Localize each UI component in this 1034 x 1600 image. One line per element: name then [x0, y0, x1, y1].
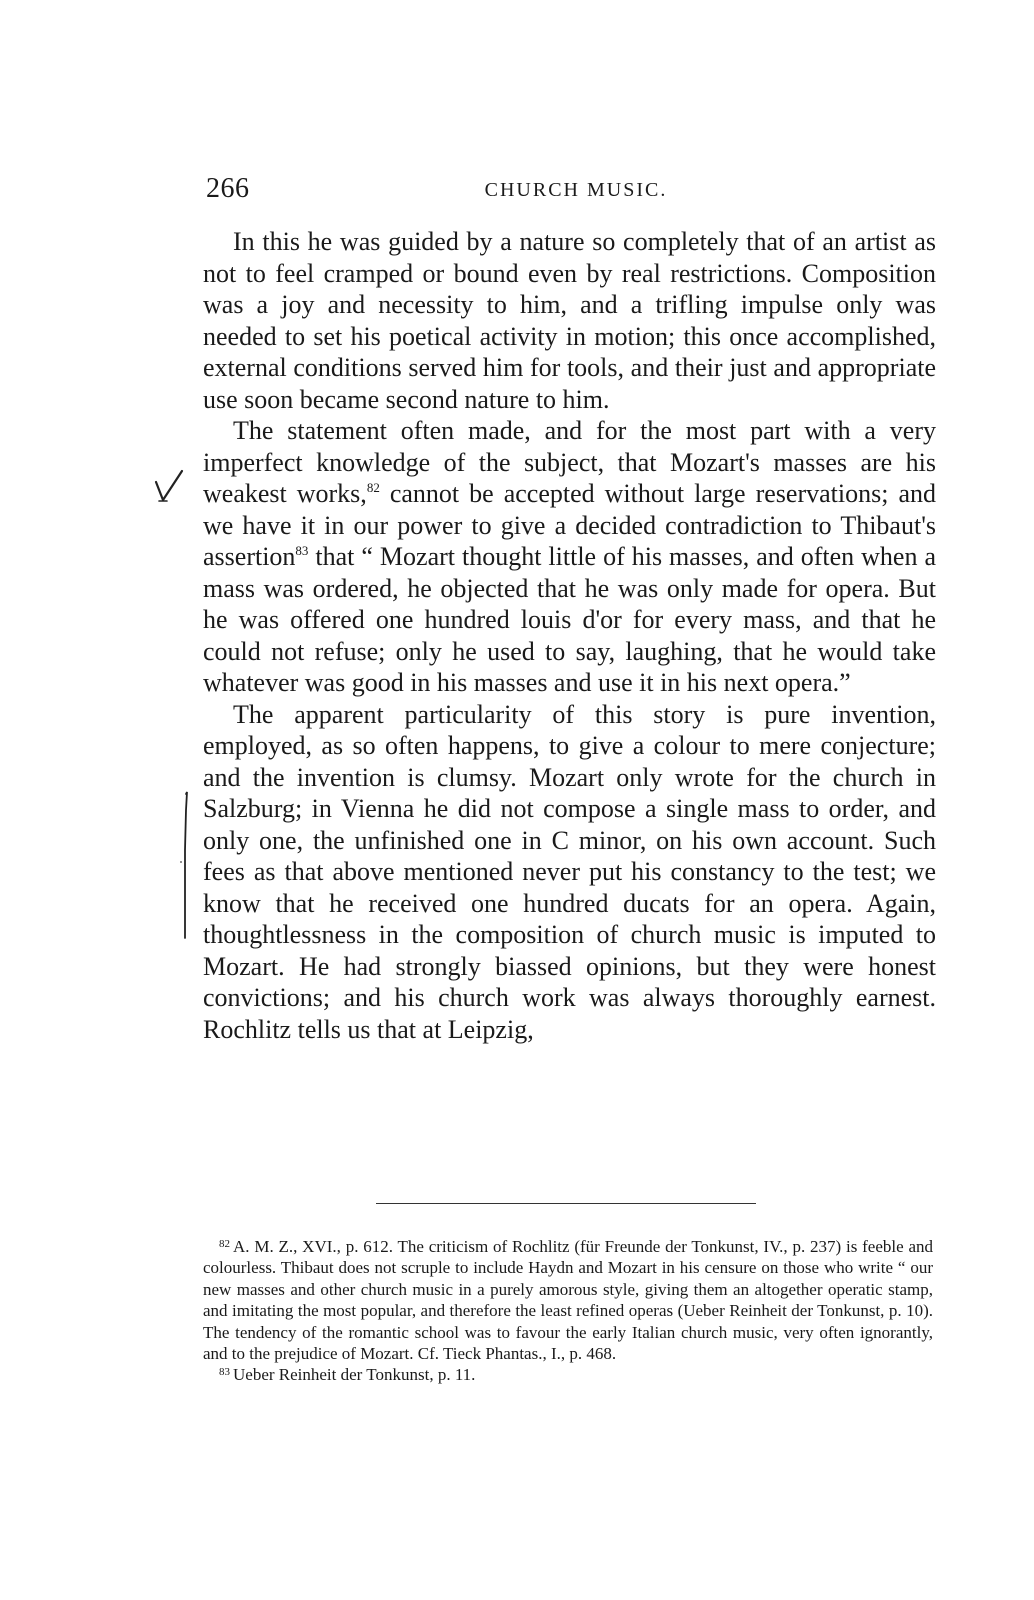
handwritten-margin-line — [180, 790, 190, 940]
page-header — [206, 173, 946, 209]
paragraph-2 — [203, 415, 936, 699]
footnote-83 — [203, 1364, 933, 1385]
paragraph-2-part-3: that “ Mozart thought little of his masses, and often when a mass was ordered, he objected that he was only made for opera. But he was offered one hundred louis d'or for every mass, and that he could not refuse; only he used to say, laughing, that he would take whatever was good in his masses and use it in his next opera.” — [203, 542, 936, 697]
paragraph-3: The apparent particularity of this story is pure invention, employed, as so often happens, to give a colour to mere conjecture; and the invention is clumsy. Mozart only wrote for the church in Salzburg; in Vienna he did not compose a single mass to order, and only one, the unfinished one in C minor, on his own account. Such fees as that above mentioned never put his constancy to the test; we know that he received one hundred ducats for an opera. Again, thoughtlessness in the composition of church music is imputed to Mozart. He had strongly biassed opinions, but they were honest convictions; and his church work was always thoroughly earnest. Rochlitz tells us that at Leipzig, — [203, 699, 936, 1044]
footnote-mark: 82 — [219, 1238, 230, 1250]
paragraph-2-part-2: cannot be accepted without large reservations; and we have it in our power to give a decided contradiction to Thibaut's assertion — [203, 479, 936, 571]
footnote-text: Ueber Reinheit der Tonkunst, p. 11. — [233, 1365, 476, 1385]
paragraph-1: In this he was guided by a nature so completely that of an artist as not to feel cramped or bound even by real restrictions. Composition was a joy and necessity to him, and a trifling impulse only was needed to set his poetical activity in motion; this once accomplished, external conditions served him for tools, and their just and appropriate use soon became second nature to him. — [203, 227, 936, 414]
footnote-ref-83: 83 — [295, 543, 309, 558]
footnote-82 — [203, 1236, 933, 1364]
handwritten-check-mark — [152, 468, 186, 508]
footnote-ref-82: 82 — [366, 480, 380, 495]
page-number: 266 — [206, 173, 250, 204]
body-text — [203, 226, 936, 1045]
footnote-text: A. M. Z., XVI., p. 612. The criticism of Rochlitz (für Freunde der Tonkunst, IV., p. 237) is feeble and colourless. Thibaut does not scruple to include Haydn and Mozart in his censure on those who write “ our new masses and other church music in a purely amorous style, giving them an altogether operatic stamp, and imitating the most popular, and therefore the least refined operas (Ueber Reinheit der Tonkunst, p. 10). The tendency of the romantic school was to favour the early Italian church music, very often ignorantly, and to the prejudice of Mozart. Cf. Tieck Phantas., I., p. 468. — [203, 1237, 933, 1364]
footnote-mark: 83 — [219, 1366, 230, 1379]
footnotes — [203, 1236, 933, 1386]
footnote-divider — [376, 1203, 756, 1204]
running-head: CHURCH MUSIC. — [484, 179, 668, 201]
paragraph-2-part-1: The statement often made, and for the most part with a very imperfect knowledge of the subject, that Mozart's masses are his weakest works, — [203, 416, 936, 508]
